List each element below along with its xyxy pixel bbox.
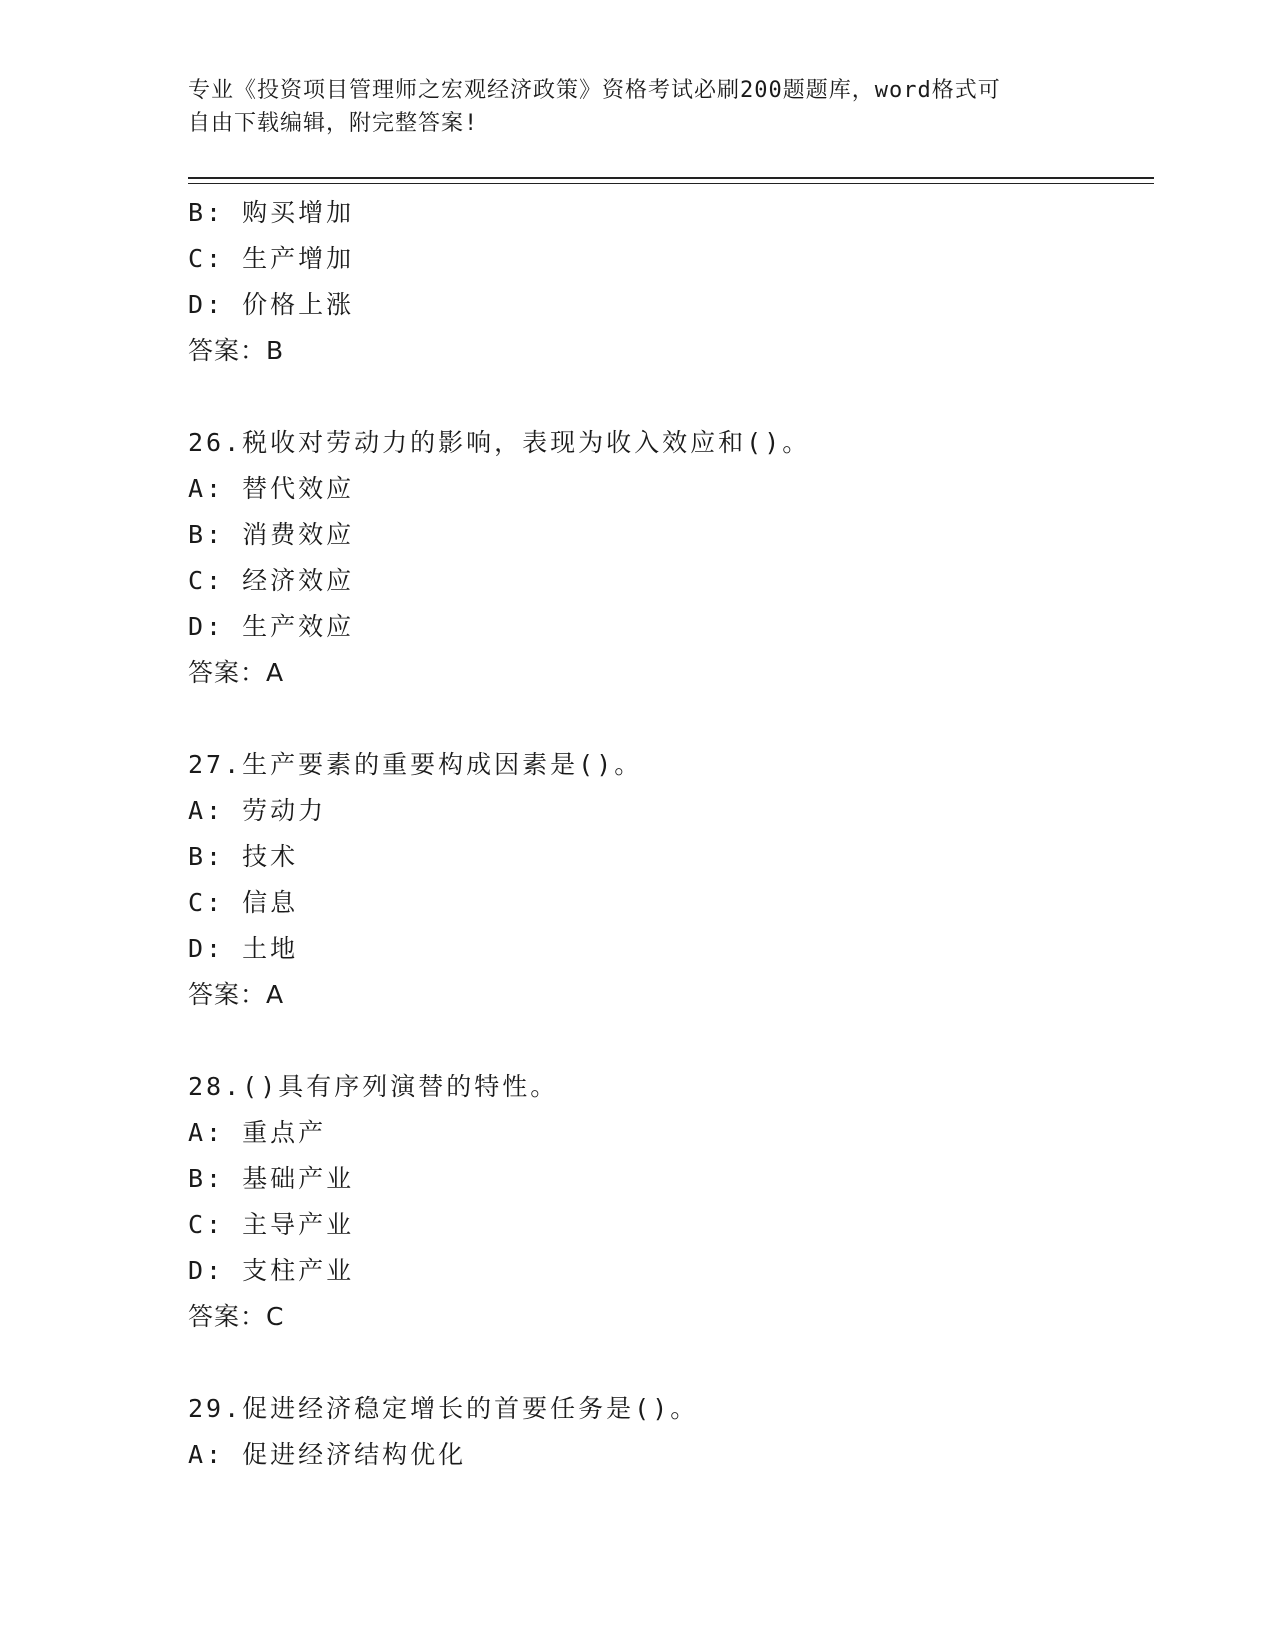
question-text: 29.促进经济稳定增长的首要任务是()。	[188, 1394, 699, 1423]
answer: 答案：A	[188, 658, 285, 687]
spacer	[188, 696, 1154, 742]
option-b: B: 消费效应	[188, 520, 355, 549]
document-header	[188, 74, 1088, 140]
question-list	[188, 190, 1154, 1478]
question-text: 27.生产要素的重要构成因素是()。	[188, 750, 643, 779]
question-26	[188, 420, 1154, 696]
option-b: B: 购买增加	[188, 198, 355, 227]
spacer	[188, 1340, 1154, 1386]
option-a: A: 促进经济结构优化	[188, 1440, 467, 1469]
option-d: D: 生产效应	[188, 612, 355, 641]
question-text: 28.()具有序列演替的特性。	[188, 1072, 559, 1101]
option-c: C: 生产增加	[188, 244, 355, 273]
option-d: D: 价格上涨	[188, 290, 355, 319]
option-a: A: 替代效应	[188, 474, 355, 503]
question-25	[188, 190, 1154, 374]
spacer	[188, 1018, 1154, 1064]
spacer	[188, 374, 1154, 420]
option-b: B: 技术	[188, 842, 299, 871]
question-28	[188, 1064, 1154, 1340]
option-b: B: 基础产业	[188, 1164, 355, 1193]
header-divider-thick	[188, 177, 1154, 179]
option-d: D: 支柱产业	[188, 1256, 355, 1285]
answer: 答案：A	[188, 980, 285, 1009]
header-line-1: 专业《投资项目管理师之宏观经济政策》资格考试必刷200题题库，word格式可	[188, 78, 1001, 103]
option-c: C: 经济效应	[188, 566, 355, 595]
option-a: A: 劳动力	[188, 796, 327, 825]
question-text: 26.税收对劳动力的影响，表现为收入效应和()。	[188, 428, 811, 457]
option-d: D: 土地	[188, 934, 299, 963]
question-29	[188, 1386, 1154, 1478]
option-c: C: 信息	[188, 888, 299, 917]
answer: 答案：B	[188, 336, 285, 365]
header-line-2: 自由下载编辑，附完整答案!	[188, 111, 479, 136]
header-divider-thin	[188, 183, 1154, 184]
option-a: A: 重点产	[188, 1118, 327, 1147]
answer: 答案：C	[188, 1302, 285, 1331]
question-27	[188, 742, 1154, 1018]
option-c: C: 主导产业	[188, 1210, 355, 1239]
